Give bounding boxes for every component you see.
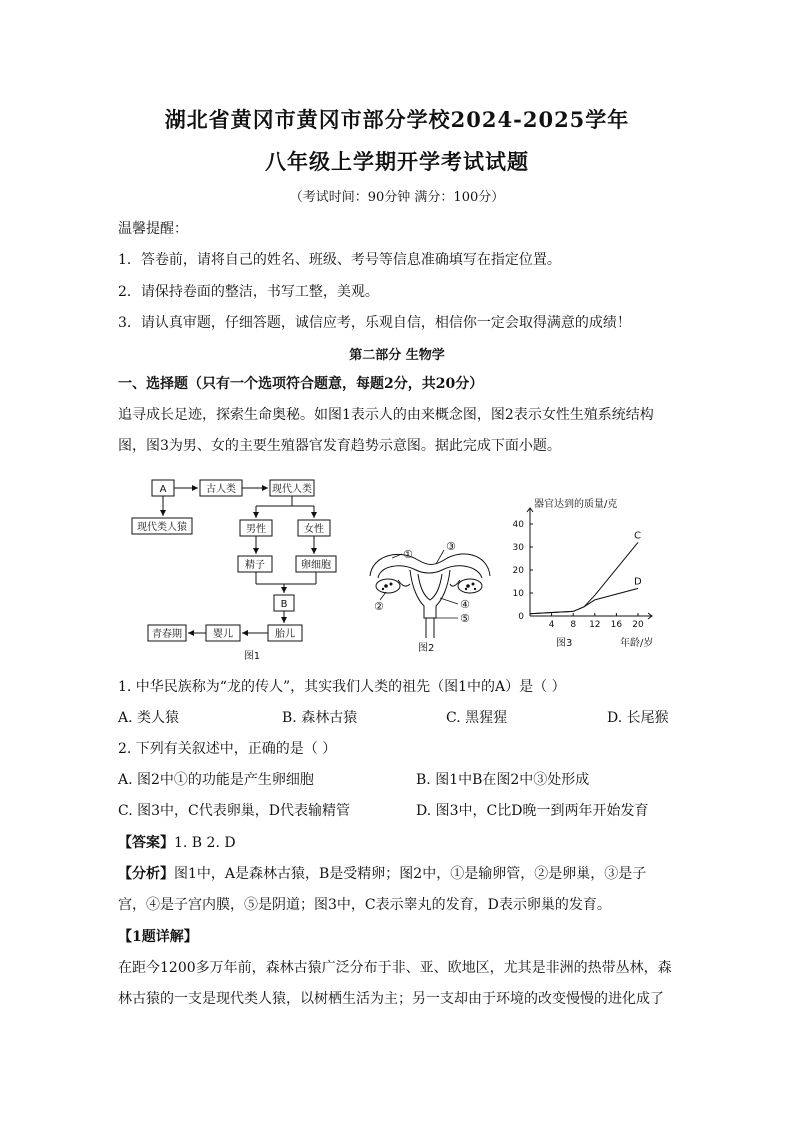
figure1-concept-map [128, 474, 358, 666]
q2-option-d[interactable]: D. 图3中，C比D晚一到两年开始发育 [416, 803, 649, 819]
node-egg-cell: 卵细胞 [301, 560, 331, 571]
part-title: 第二部分 生物学 [349, 348, 445, 363]
y-tick-label: 20 [512, 566, 524, 576]
exam-title-line2: 八年级上学期开学考试试题 [265, 149, 529, 174]
x-tick-label: 4 [548, 620, 555, 630]
label-2: ② [374, 600, 384, 613]
node-fetus: 胎儿 [275, 629, 295, 640]
label-1: ① [403, 548, 413, 561]
figure1-caption: 图1 [243, 651, 261, 662]
figure2-caption: 图2 [418, 643, 435, 654]
node-b: B [280, 599, 288, 610]
reminder-heading: 温馨提醒： [118, 221, 188, 237]
node-modern-human: 现代人类 [272, 484, 312, 495]
exam-info: （考试时间：90分钟 满分：100分） [289, 190, 505, 205]
question-1-stem: 1. 中华民族称为“龙的传人”，其实我们人类的祖先（图1中的A）是（ ） [118, 679, 566, 695]
y-tick-label: 0 [518, 612, 524, 622]
exam-title-line1: 湖北省黄冈市黄冈市部分学校2024-2025学年 [164, 107, 630, 132]
node-modern-ape: 现代类人猿 [137, 522, 187, 533]
chart-ylabel: 器官达到的质量/克 [534, 499, 618, 510]
y-tick-label: 30 [512, 543, 524, 553]
reminder-item: 1．答卷前，请将自己的姓名、班级、考号等信息准确填写在指定位置。 [118, 252, 561, 268]
question-type-heading: 一、选择题（只有一个选项符合题意，每题2分，共20分） [118, 376, 484, 392]
detail-line: 林古猿的一支是现代类人猿，以树栖生活为主；另一支却由于环境的改变慢慢的进化成了 [118, 991, 664, 1007]
y-tick-label: 40 [512, 520, 524, 530]
analysis-row [118, 863, 646, 883]
answer-text: 1. B 2. D [174, 835, 236, 851]
question-2-stem: 2. 下列有关叙述中，正确的是（ ） [118, 741, 337, 757]
figure3-growth-chart [500, 492, 670, 654]
y-tick-label: 10 [512, 589, 524, 599]
series-line-d [530, 588, 638, 613]
label-5: ⑤ [460, 612, 470, 625]
node-baby: 婴儿 [213, 629, 233, 640]
chart-xlabel: 年龄/岁 [620, 638, 654, 649]
node-ancient-human: 古人类 [206, 484, 236, 495]
detail-line: 在距今1200多万年前，森林古猿广泛分布于非、亚、欧地区，尤其是非洲的热带丛林，森 [118, 960, 672, 976]
analysis-label: 【分析】 [118, 866, 174, 882]
series-label-d: D [634, 576, 642, 588]
figure2-reproductive-diagram [358, 534, 498, 654]
q1-option-d[interactable]: D. 长尾猴 [607, 710, 669, 726]
answer-label: 【答案】 [118, 835, 174, 851]
answer-row [118, 832, 236, 852]
x-tick-label: 16 [610, 620, 623, 630]
figure3-caption: 图3 [556, 638, 573, 649]
x-tick-label: 20 [632, 620, 644, 630]
series-line-c [530, 542, 638, 613]
node-female: 女性 [304, 524, 324, 535]
q2-option-a[interactable]: A. 图2中①的功能是产生卵细胞 [118, 772, 314, 788]
q2-option-b[interactable]: B. 图1中B在图2中③处形成 [416, 772, 590, 788]
label-3: ③ [446, 540, 456, 553]
reminder-item: 2．请保持卷面的整洁，书写工整，美观。 [118, 284, 379, 300]
node-puberty: 青春期 [152, 629, 182, 640]
series-label-c: C [634, 530, 641, 542]
reminder-item: 3．请认真审题，仔细答题，诚信应考，乐观自信，相信你一定会取得满意的成绩！ [118, 315, 631, 331]
intro-line: 图，图3为男、女的主要生殖器官发育趋势示意图。据此完成下面小题。 [118, 438, 561, 454]
node-sperm: 精子 [245, 560, 265, 571]
detail-label: 【1题详解】 [118, 929, 198, 945]
node-male: 男性 [246, 524, 266, 535]
x-tick-label: 12 [589, 620, 601, 630]
q1-option-c[interactable]: C. 黑猩猩 [446, 710, 508, 726]
node-a: A [159, 484, 167, 495]
analysis-line: 宫，④是子宫内膜，⑤是阴道；图3中，C表示睾丸的发育，D表示卵巢的发育。 [118, 897, 611, 913]
x-tick-label: 8 [570, 620, 577, 630]
label-4: ④ [460, 598, 470, 611]
q1-option-a[interactable]: A. 类人猿 [118, 710, 180, 726]
q2-option-c[interactable]: C. 图3中，C代表卵巢，D代表输精管 [118, 803, 350, 819]
q1-option-b[interactable]: B. 森林古猿 [282, 710, 358, 726]
analysis-text: 图1中，A是森林古猿，B是受精卵；图2中，①是输卵管，②是卵巢，③是子 [174, 866, 647, 882]
intro-line: 追寻成长足迹，探索生命奥秘。如图1表示人的由来概念图，图2表示女性生殖系统结构 [118, 407, 654, 423]
